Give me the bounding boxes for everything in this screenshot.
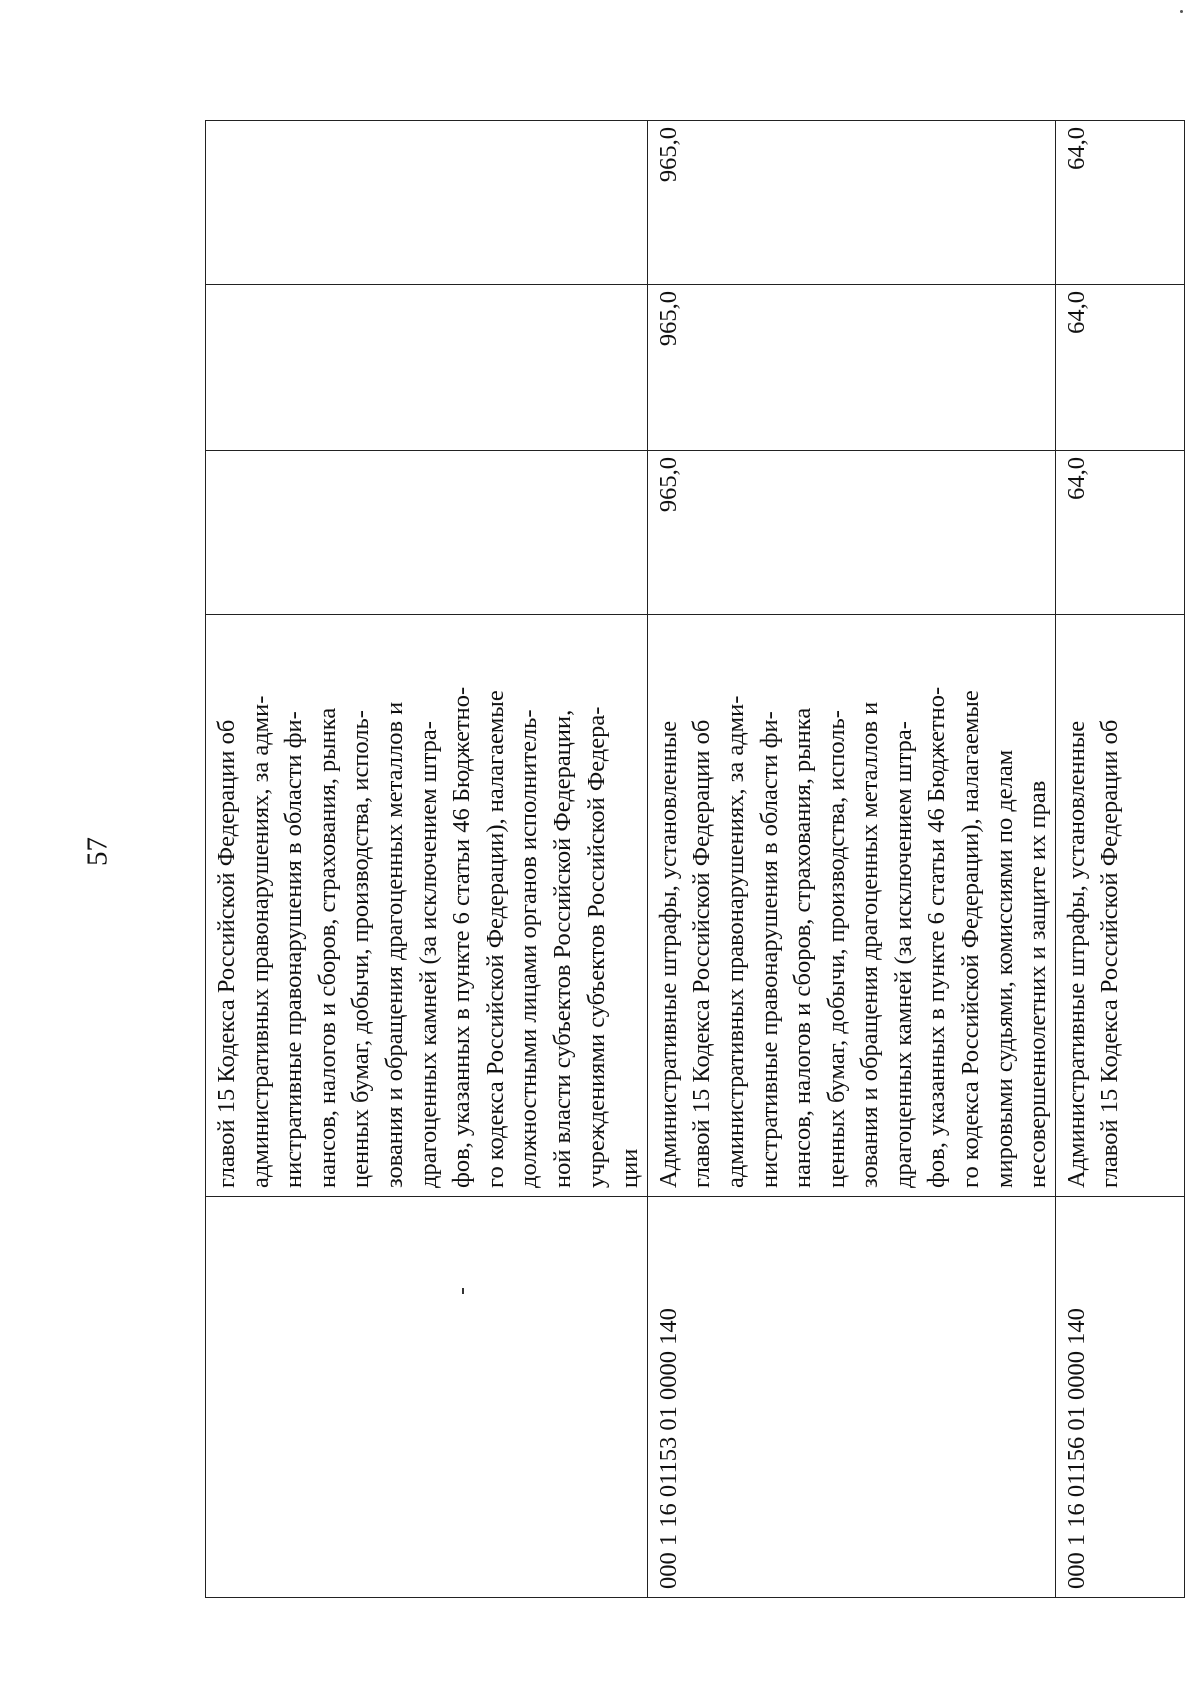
value-cell-1: 965,0 (647, 451, 1055, 615)
description-line: административных правонарушениях, за адми- (721, 695, 749, 1188)
description-line: ной власти субъектов Российской Федерации, (548, 709, 576, 1188)
description-line: главой 15 Кодекса Российской Федерации об (1096, 719, 1124, 1188)
description-line: должностными лицами органов исполнитель- (515, 709, 543, 1188)
description-line: несовершеннолетних и защите их прав (1024, 780, 1052, 1188)
table-row (647, 121, 1055, 1598)
description-line: зования и обращения драгоценных металлов и (380, 701, 408, 1188)
description-line: нистративные правонарушения в области фи- (280, 711, 308, 1188)
table-row (206, 121, 648, 1598)
budget-table-rotated (205, 121, 1124, 1598)
value-cell-3 (206, 121, 648, 285)
description-cell (647, 615, 1055, 1197)
description-line: учреждениями субъектов Российской Федера- (582, 706, 610, 1188)
description-line: нистративные правонарушения в области фи- (755, 711, 783, 1188)
code-cell (206, 1197, 648, 1598)
table-row (1055, 121, 1184, 1598)
description-line: го кодекса Российской Федерации), налагаемые (957, 690, 985, 1188)
description-line: драгоценных камней (за исключением штра- (414, 721, 442, 1188)
description-line: главой 15 Кодекса Российской Федерации об (688, 719, 716, 1188)
description-line: нансов, налогов и сборов, страхования, рынка (313, 707, 341, 1188)
description-line: ценных бумаг, добычи, производства, исполь- (822, 710, 850, 1188)
value-cell-2: 965,0 (647, 285, 1055, 451)
description-line: административных правонарушениях, за адми- (246, 695, 274, 1188)
description-line: го кодекса Российской Федерации), налагаемые (481, 690, 509, 1188)
page-number: 57 (81, 837, 114, 866)
budget-table (205, 120, 1185, 1598)
description-line: зования и обращения драгоценных металлов и (856, 701, 884, 1188)
description-line: Административные штрафы, установленные (1062, 720, 1090, 1188)
description-line: фов, указанных в пункте 6 статьи 46 Бюджетно- (923, 686, 951, 1188)
value-cell-2: 64,0 (1055, 285, 1184, 451)
value-cell-3: 965,0 (647, 121, 1055, 285)
description-line: ции (616, 1148, 644, 1188)
code-cell: 000 1 16 01156 01 0000 140 (1055, 1197, 1184, 1598)
description-line: фов, указанных в пункте 6 статьи 46 Бюджетно- (448, 686, 476, 1188)
scan-mark (1180, 10, 1183, 13)
description-line: ценных бумаг, добычи, производства, исполь- (347, 710, 375, 1188)
description-line: Административные штрафы, установленные (654, 720, 682, 1188)
description-cell (206, 615, 648, 1197)
value-cell-2 (206, 285, 648, 451)
value-cell-1: 64,0 (1055, 451, 1184, 615)
budget-table-container (205, 121, 1124, 1598)
description-line: нансов, налогов и сборов, страхования, рынка (789, 707, 817, 1188)
value-cell-1 (206, 451, 648, 615)
description-line: главой 15 Кодекса Российской Федерации об (213, 719, 240, 1188)
description-line: драгоценных камней (за исключением штра- (889, 721, 917, 1188)
description-line: мировыми судьями, комиссиями по делам (990, 749, 1018, 1188)
value-cell-3: 64,0 (1055, 121, 1184, 285)
code-cell: 000 1 16 01153 01 0000 140 (647, 1197, 1055, 1598)
description-cell (1055, 615, 1184, 1197)
